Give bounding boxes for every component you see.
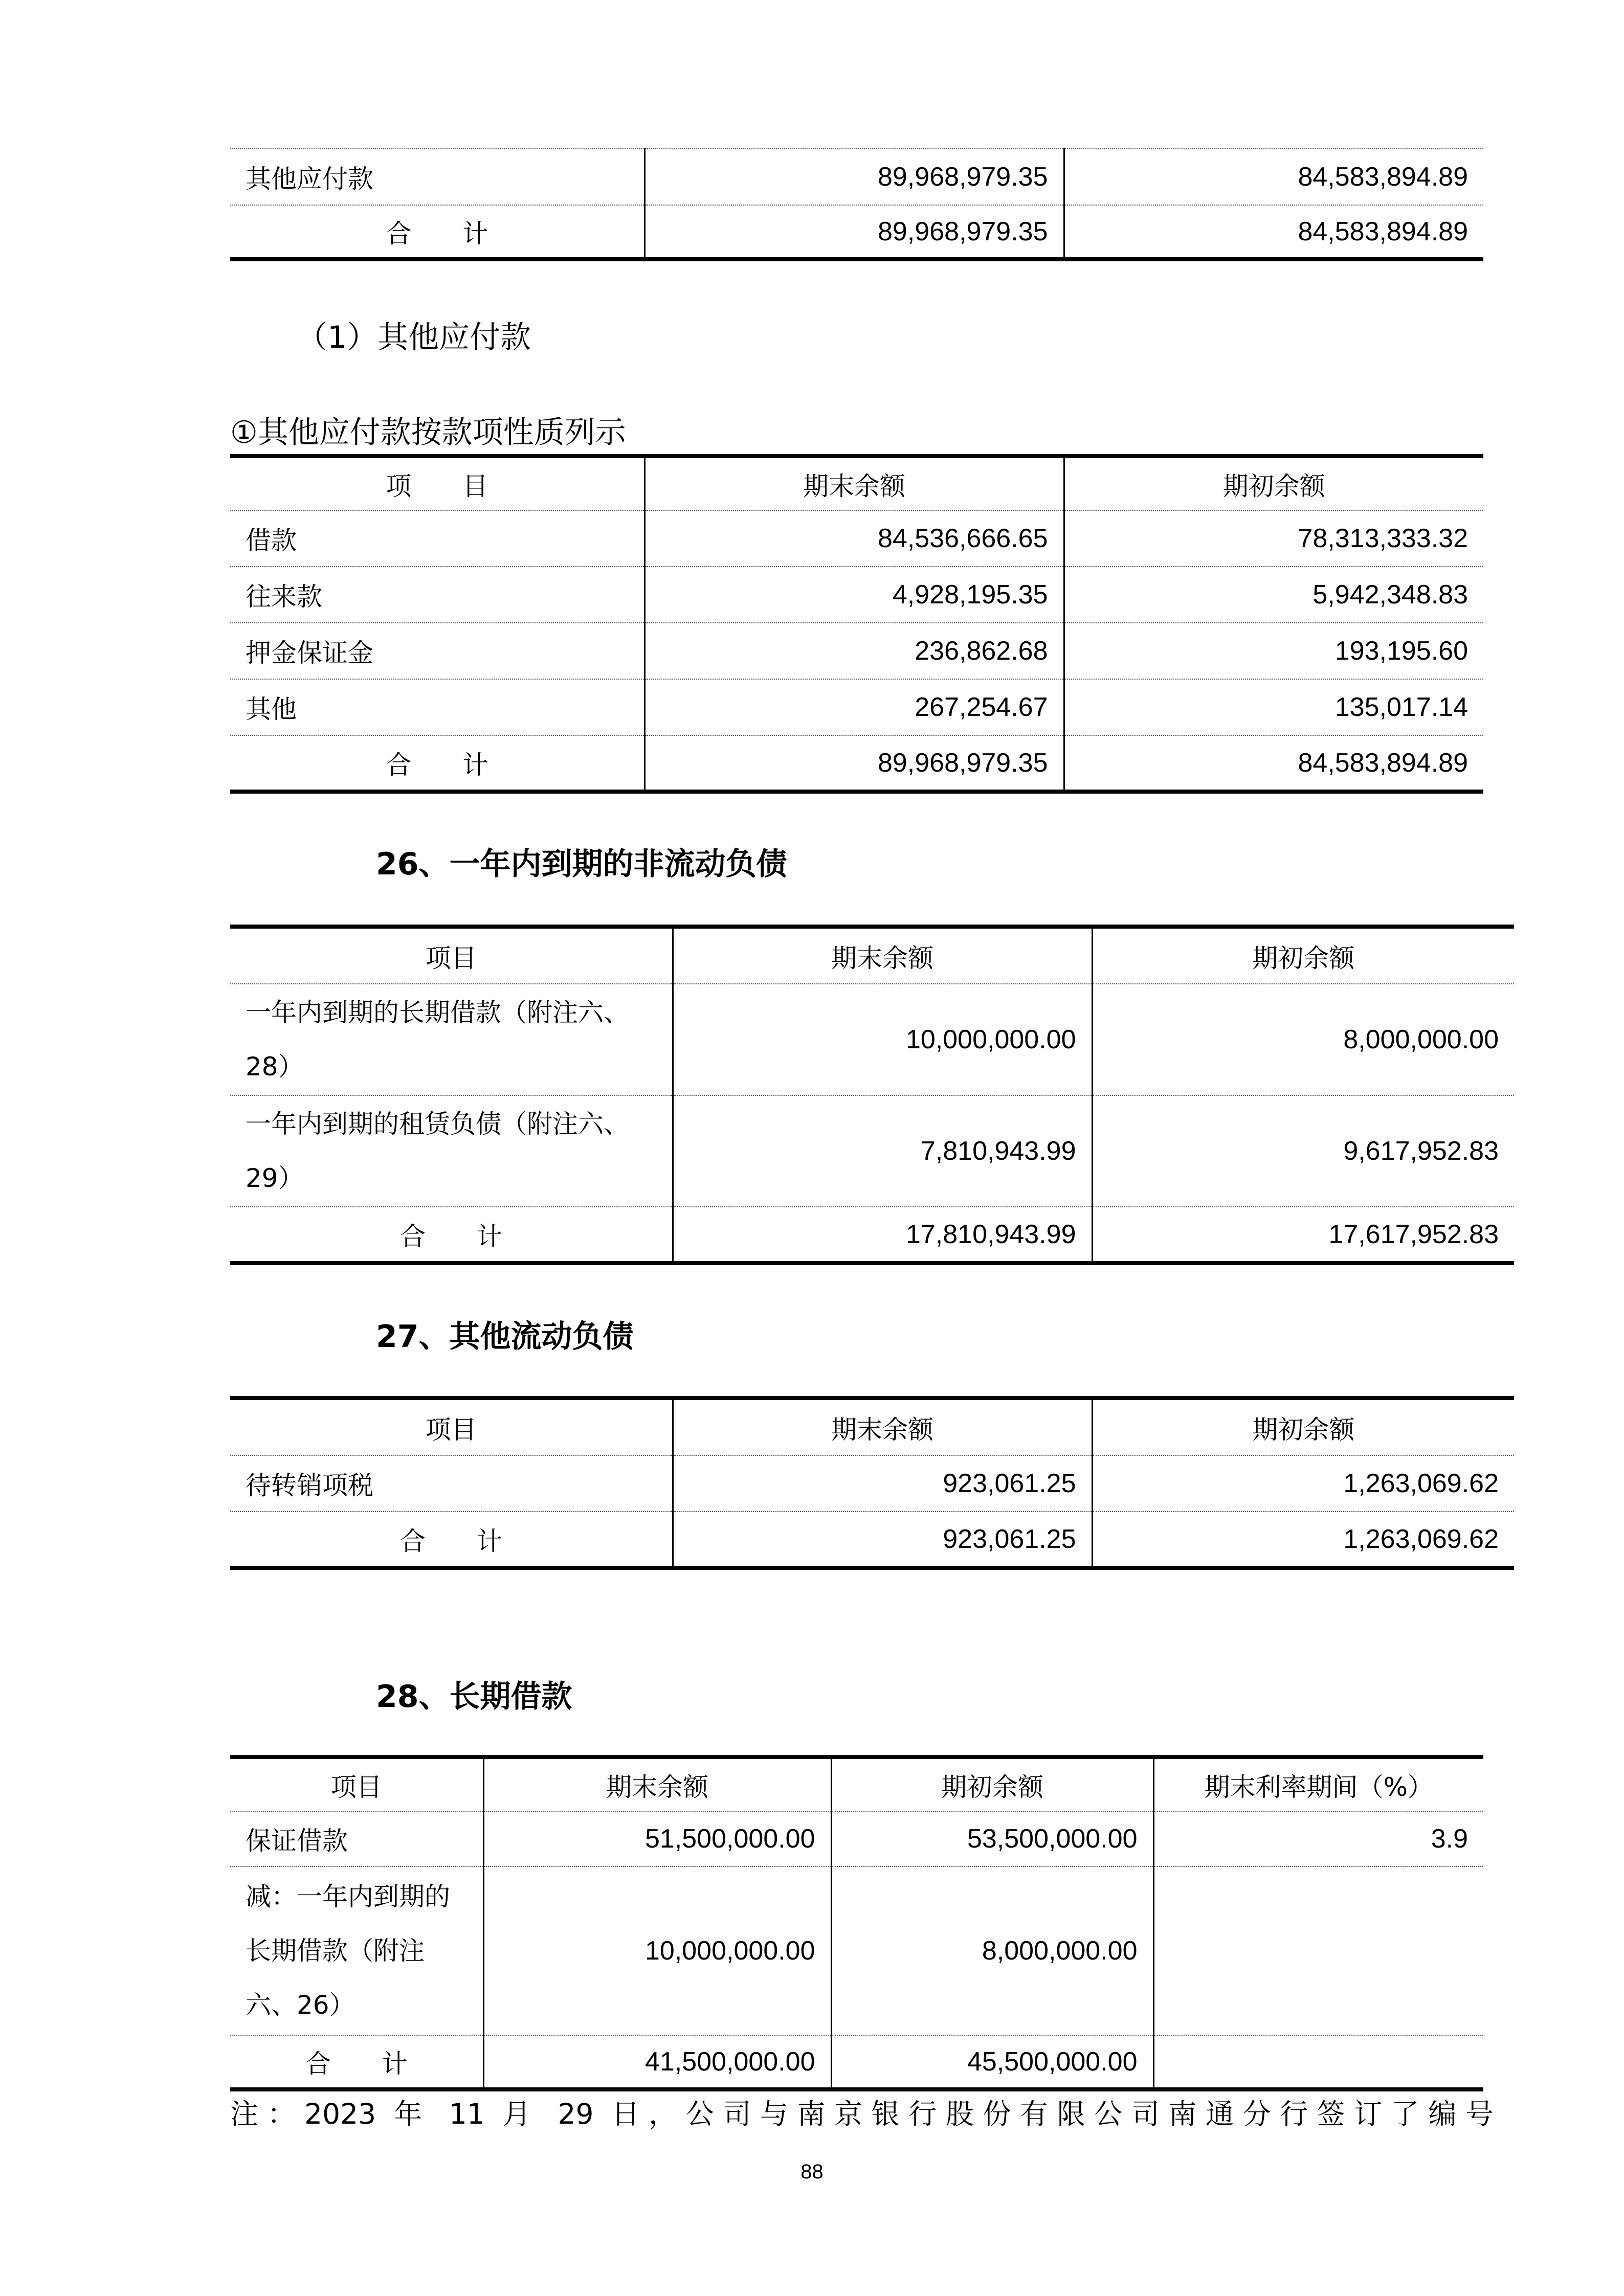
long-term-borrowings-table <box>230 1755 1483 2091</box>
header-item: 项目 <box>230 1398 673 1455</box>
total-row <box>230 1207 1514 1263</box>
interest-rate: 3.9 <box>1153 1811 1483 1866</box>
section-heading-28: 28、长期借款 <box>376 1679 572 1715</box>
total-label: 合 计 <box>386 218 488 249</box>
begin-balance: 135,017.14 <box>1064 679 1483 735</box>
begin-balance: 45,500,000.00 <box>831 2035 1153 2089</box>
table-row <box>230 1095 1514 1207</box>
row-label: 其他 <box>230 679 644 735</box>
table-row <box>230 149 1483 205</box>
end-balance: 84,536,666.65 <box>644 510 1064 567</box>
header-end: 期末余额 <box>644 456 1064 510</box>
table-row <box>230 984 1514 1095</box>
end-balance: 89,968,979.35 <box>644 149 1064 205</box>
row-label: 其他应付款 <box>230 149 644 205</box>
total-label: 合 计 <box>399 1526 502 1556</box>
subsection-title: （1）其他应付款 <box>297 320 531 355</box>
row-label: 往来款 <box>230 567 644 623</box>
row-label: 待转销项税 <box>230 1455 673 1512</box>
begin-balance: 84,583,894.89 <box>1064 149 1483 205</box>
header-end: 期末余额 <box>673 927 1092 984</box>
end-balance: 236,862.68 <box>644 623 1064 679</box>
table-row <box>230 623 1483 679</box>
end-balance: 923,061.25 <box>673 1512 1092 1568</box>
begin-balance: 53,500,000.00 <box>831 1811 1153 1866</box>
interest-rate <box>1153 1866 1483 2035</box>
section-heading-26: 26、一年内到期的非流动负债 <box>376 846 787 882</box>
header-item: 项目 <box>230 1757 483 1811</box>
begin-balance: 1,263,069.62 <box>1092 1512 1514 1568</box>
end-balance: 923,061.25 <box>673 1455 1092 1512</box>
other-payables-by-nature-table <box>230 454 1483 794</box>
section-heading-27: 27、其他流动负债 <box>376 1319 634 1355</box>
interest-rate <box>1153 2035 1483 2089</box>
end-balance: 51,500,000.00 <box>483 1811 831 1866</box>
end-balance: 10,000,000.00 <box>483 1866 831 2035</box>
begin-balance: 84,583,894.89 <box>1064 205 1483 259</box>
footnote: 注：2023 年 11 月 29 日，公司与南京银行股份有限公司南通分行签订了编号 <box>230 2098 1494 2130</box>
end-balance: 41,500,000.00 <box>483 2035 831 2089</box>
total-label: 合 计 <box>399 1221 502 1251</box>
begin-balance: 1,263,069.62 <box>1092 1455 1514 1512</box>
end-balance: 267,254.67 <box>644 679 1064 735</box>
noncurrent-liabilities-due-table <box>230 925 1514 1265</box>
row-label: 一年内到期的长期借款（附注六、28） <box>230 984 673 1095</box>
header-rate: 期末利率期间（%） <box>1153 1757 1483 1811</box>
row-label: 保证借款 <box>230 1811 483 1866</box>
header-end: 期末余额 <box>483 1757 831 1811</box>
header-begin: 期初余额 <box>831 1757 1153 1811</box>
table-row <box>230 1455 1514 1512</box>
end-balance: 89,968,979.35 <box>644 735 1064 792</box>
end-balance: 7,810,943.99 <box>673 1095 1092 1207</box>
table-row <box>230 1811 1483 1866</box>
total-label: 合 计 <box>386 750 488 780</box>
begin-balance: 5,942,348.83 <box>1064 567 1483 623</box>
table-header <box>230 927 1514 984</box>
end-balance: 4,928,195.35 <box>644 567 1064 623</box>
begin-balance: 8,000,000.00 <box>1092 984 1514 1095</box>
begin-balance: 8,000,000.00 <box>831 1866 1153 2035</box>
begin-balance: 84,583,894.89 <box>1064 735 1483 792</box>
table-header <box>230 1757 1483 1811</box>
other-payables-summary-table <box>230 148 1483 261</box>
end-balance: 10,000,000.00 <box>673 984 1092 1095</box>
end-balance: 17,810,943.99 <box>673 1207 1092 1263</box>
end-balance: 89,968,979.35 <box>644 205 1064 259</box>
header-item: 项目 <box>230 927 673 984</box>
table-row <box>230 679 1483 735</box>
begin-balance: 78,313,333.32 <box>1064 510 1483 567</box>
begin-balance: 9,617,952.83 <box>1092 1095 1514 1207</box>
total-label: 合 计 <box>305 2049 408 2079</box>
table-header <box>230 1398 1514 1455</box>
begin-balance: 193,195.60 <box>1064 623 1483 679</box>
table-row <box>230 510 1483 567</box>
other-current-liabilities-table <box>230 1396 1514 1570</box>
table-header <box>230 456 1483 510</box>
header-begin: 期初余额 <box>1092 927 1514 984</box>
row-label: 借款 <box>230 510 644 567</box>
row-label: 减：一年内到期的长期借款（附注六、26） <box>230 1866 483 2035</box>
header-item: 项 目 <box>230 456 644 510</box>
header-begin: 期初余额 <box>1092 1398 1514 1455</box>
total-row <box>230 2035 1483 2089</box>
header-end: 期末余额 <box>673 1398 1092 1455</box>
total-row <box>230 735 1483 792</box>
subsection-title: ①其他应付款按款项性质列示 <box>230 415 626 451</box>
row-label: 押金保证金 <box>230 623 644 679</box>
total-row <box>230 1512 1514 1568</box>
table-row <box>230 1866 1483 2035</box>
header-begin: 期初余额 <box>1064 456 1483 510</box>
row-label: 一年内到期的租赁负债（附注六、29） <box>230 1095 673 1207</box>
table-row <box>230 567 1483 623</box>
begin-balance: 17,617,952.83 <box>1092 1207 1514 1263</box>
total-row <box>230 205 1483 259</box>
page-number: 88 <box>800 2160 824 2183</box>
